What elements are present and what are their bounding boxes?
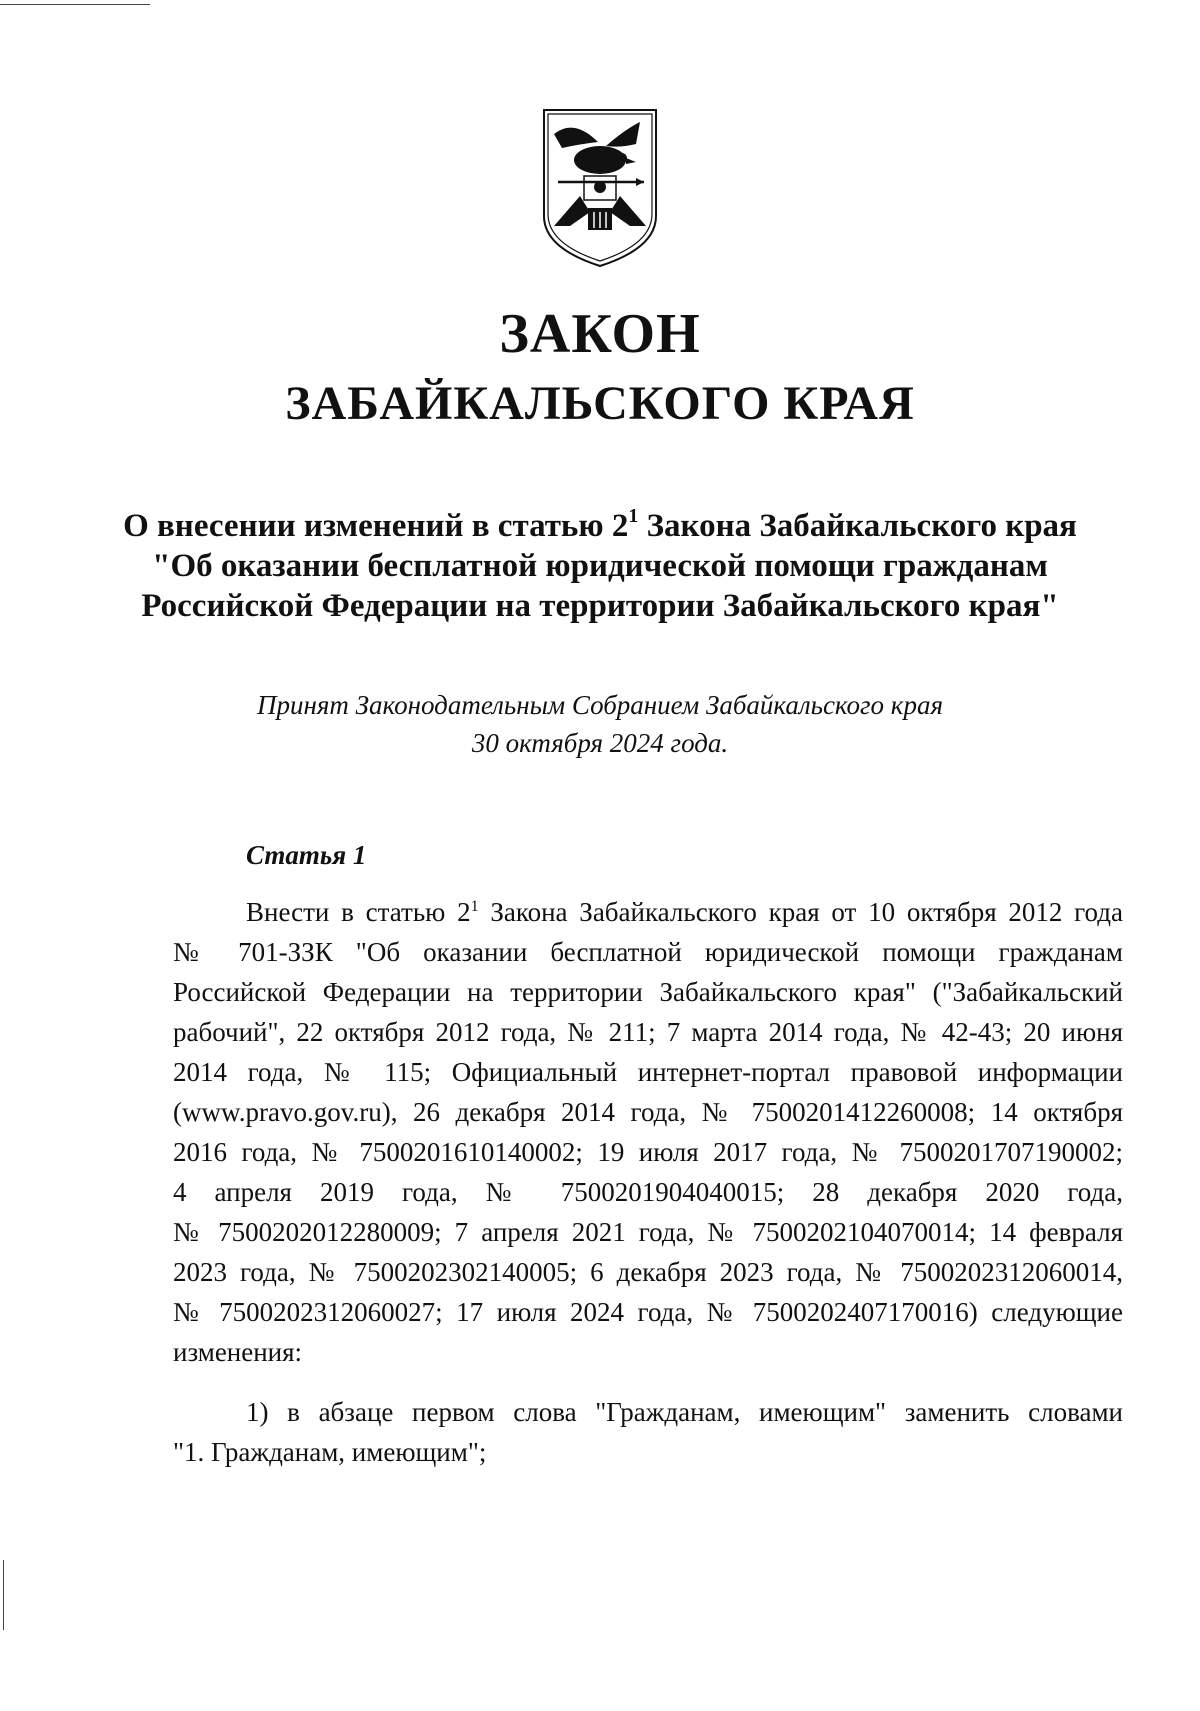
article-paragraph-line: 2016 года, № 7500201610140002; 19 июля 2017 года, № 7500201707190002; xyxy=(173,1137,1123,1167)
amendment-item-1-continued: "1. Гражданам, имеющим"; xyxy=(173,1437,487,1467)
article-paragraph-line: 2014 года, № 115; Официальный интернет-портал правовой информации xyxy=(173,1057,1123,1087)
document-subject xyxy=(100,506,1100,626)
coat-of-arms-emblem xyxy=(540,108,660,268)
subject-line-3: Российской Федерации на территории Забайкальского края" xyxy=(141,588,1059,624)
article-paragraph-line: 2023 года, № 7500202302140005; 6 декабря 2023 года, № 7500202312060014, xyxy=(173,1257,1123,1287)
amendment-item-1: 1) в абзаце первом слова "Гражданам, имеющим" заменить словами xyxy=(246,1397,1123,1427)
coat-of-arms-icon xyxy=(540,108,660,268)
article-paragraph-line: Внести в статью $2^1$ Закона Забайкальского края от 10 октября 2012 года xyxy=(246,897,1124,927)
scan-edge-line xyxy=(0,4,150,5)
article-heading: Статья 1 xyxy=(246,840,367,870)
adoption-line-1: Принят Законодательным Собранием Забайкальского края xyxy=(256,690,943,720)
subject-line-2: "Об оказании бесплатной юридической помощи гражданам xyxy=(152,548,1048,584)
subject-line-1: О внесении изменений в статью $2^1$ Закона Забайкальского края xyxy=(123,505,1077,544)
article-paragraph-line: 4 апреля 2019 года, № 7500201904040015; 28 декабря 2020 года, xyxy=(173,1177,1123,1207)
article-paragraph-line: № 7500202012280009; 7 апреля 2021 года, № 7500202104070014; 14 февраля xyxy=(173,1217,1123,1247)
article-paragraph-line: № 701-ЗЗК "Об оказании бесплатной юридической помощи гражданам xyxy=(173,937,1123,967)
scan-edge-line xyxy=(3,1560,4,1630)
article-paragraph-line: изменения: xyxy=(173,1337,303,1367)
adoption-date: 30 октября 2024 года. xyxy=(471,728,729,758)
document-title-region: ЗАБАЙКАЛЬСКОГО КРАЯ xyxy=(285,377,915,430)
article-paragraph-line: Российской Федерации на территории Забайкальского края" ("Забайкальский xyxy=(173,977,1123,1007)
adoption-note xyxy=(100,686,1100,762)
article-paragraph-line: № 7500202312060027; 17 июля 2024 года, № 7500202407170016) следующие xyxy=(173,1297,1123,1327)
article-paragraph-line: рабочий", 22 октября 2012 года, № 211; 7 марта 2014 года, № 42-43; 20 июня xyxy=(173,1017,1123,1047)
document-title: ЗАКОН xyxy=(499,303,701,365)
article-paragraph-line: (www.pravo.gov.ru), 26 декабря 2014 года, № 7500201412260008; 14 октября xyxy=(173,1097,1123,1127)
